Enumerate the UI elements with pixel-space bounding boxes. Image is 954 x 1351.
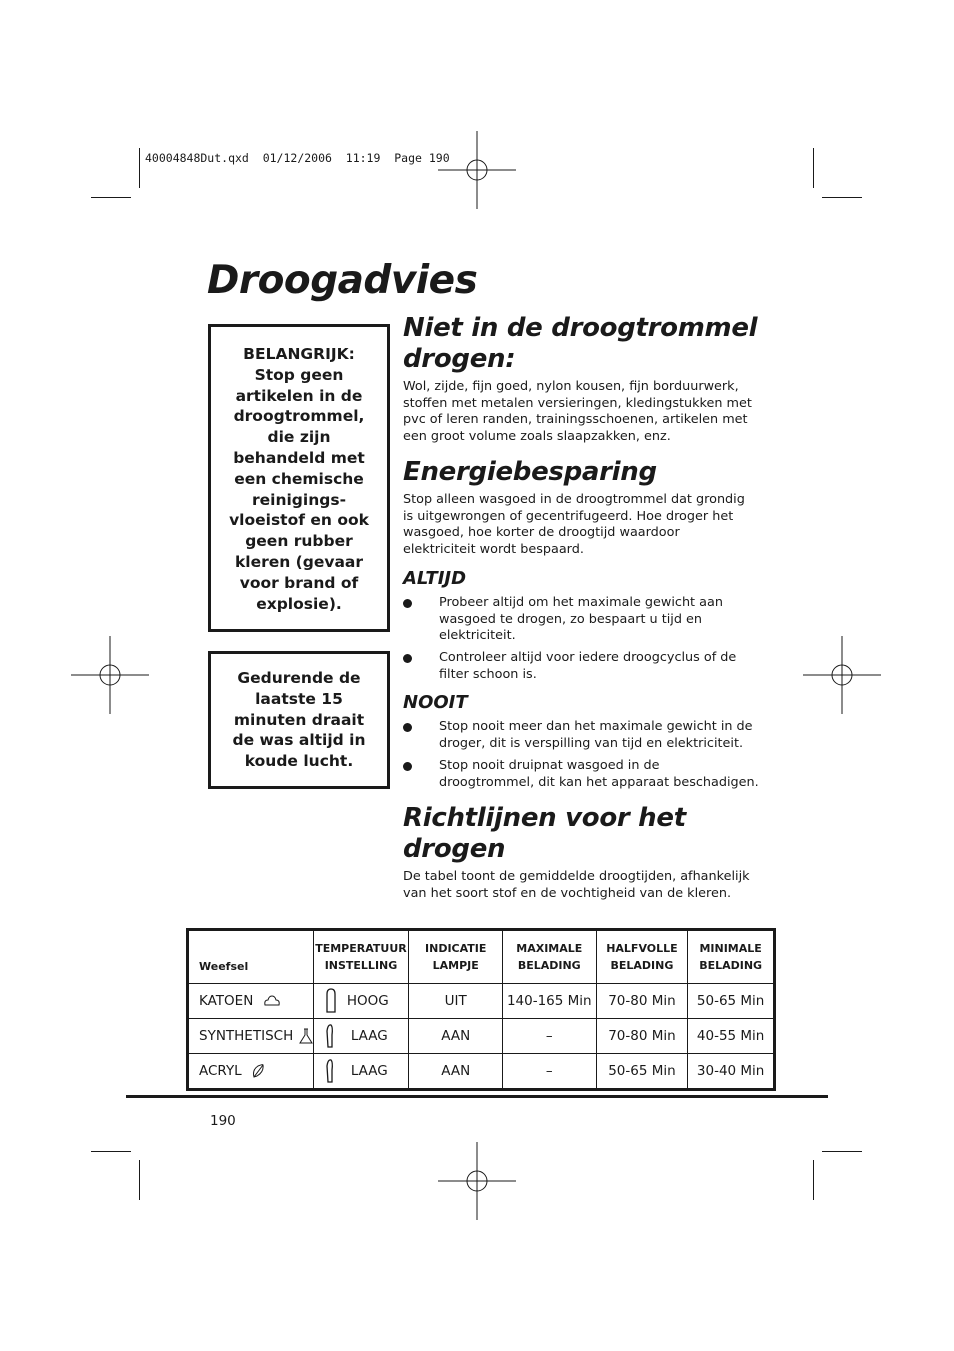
bullet-icon — [403, 723, 412, 732]
column-header-fabric: Weefsel — [188, 930, 314, 984]
heading-never: NOOIT — [403, 692, 468, 713]
heading-not-dry: Niet in de droogtrommel drogen: — [403, 313, 758, 374]
half-load-value: 70-80 Min — [596, 1019, 688, 1054]
warning-line: geen rubber — [245, 532, 353, 551]
indicator-value: AAN — [409, 1019, 503, 1054]
max-load-value: 140-165 Min — [502, 984, 596, 1019]
column-header-indicator: INDICATIE LAMPJE — [409, 930, 503, 984]
energy-text: Stop alleen wasgoed in de droogtrommel dat grondig is uitgewrongen of gecentrifugeerd. Hoe droger het wasgoed, hoe korter de droogtijd waardoor elektriciteit wordt bespaard. — [403, 492, 745, 558]
min-load-value: 30-40 Min — [688, 1054, 775, 1090]
warning-line: explosie). — [256, 594, 342, 613]
column-header-max-load: MAXIMALE BELADING — [502, 930, 596, 984]
fabric-label: ACRYL — [199, 1063, 242, 1079]
temperature-value: LAAG — [350, 1028, 388, 1044]
crop-mark — [813, 1160, 814, 1200]
not-dry-text: Wol, zijde, fijn goed, nylon kousen, fijn borduurwerk, stoffen met metalen versieringen, kledingstukken met pvc of leren randen, trainingsschoenen, artikelen met een groot volume zoals slaapzakken, enz. — [403, 379, 752, 445]
crop-mark — [139, 148, 140, 188]
registration-mark-icon — [438, 131, 516, 209]
cool-down-line: koude lucht. — [244, 752, 354, 771]
fabric-label: SYNTHETISCH — [199, 1028, 294, 1044]
cool-down-line: Gedurende de — [237, 669, 361, 687]
crop-mark — [91, 197, 131, 198]
warning-line: een chemische — [234, 469, 364, 488]
crop-mark — [813, 148, 814, 188]
max-load-value: – — [502, 1019, 596, 1054]
drying-time-table — [186, 928, 776, 1091]
warning-line: BELANGRIJK: — [243, 345, 355, 363]
acrylic-icon — [251, 1063, 265, 1079]
warning-line: Stop geen — [254, 365, 344, 384]
half-load-value: 50-65 Min — [596, 1054, 688, 1090]
bullet-icon — [403, 654, 412, 663]
warning-line: kleren (gevaar — [234, 552, 364, 571]
warning-box — [208, 324, 390, 632]
table-row — [188, 1054, 775, 1090]
guidelines-text: De tabel toont de gemiddelde droogtijden, afhankelijk van het soort stof en de vochtigheid van de kleren. — [403, 869, 750, 901]
warning-line: artikelen in de — [235, 386, 363, 405]
column-header-min-load: MINIMALE BELADING — [688, 930, 775, 984]
min-load-value: 40-55 Min — [688, 1019, 775, 1054]
low-heat-icon — [325, 1023, 335, 1049]
warning-line: reinigings- — [251, 490, 346, 509]
bullet-icon — [403, 762, 412, 771]
table-row — [188, 984, 775, 1019]
cotton-icon — [263, 994, 281, 1008]
footer-divider — [126, 1095, 828, 1098]
table-header-row — [188, 930, 775, 984]
page-title: Droogadvies — [207, 258, 478, 303]
low-heat-icon — [325, 1058, 335, 1084]
cool-down-line: minuten draait — [233, 710, 365, 729]
warning-line: die zijn — [267, 428, 331, 447]
synthetic-icon — [299, 1028, 313, 1044]
temperature-value: HOOG — [346, 993, 389, 1009]
cool-down-line: laatste 15 — [255, 689, 343, 708]
heading-energy: Energiebesparing — [403, 457, 657, 487]
crop-mark — [91, 1151, 131, 1152]
warning-line: droogtrommel, — [233, 407, 365, 426]
page-number: 190 — [210, 1113, 236, 1129]
indicator-value: AAN — [409, 1054, 503, 1090]
crop-mark — [822, 197, 862, 198]
indicator-value: UIT — [409, 984, 503, 1019]
warning-line: voor brand of — [239, 573, 359, 592]
column-header-half-load: HALFVOLLE BELADING — [596, 930, 688, 984]
warning-line: behandeld met — [233, 448, 365, 467]
warning-line: vloeistof en ook — [229, 511, 369, 530]
high-heat-icon — [325, 988, 337, 1014]
heading-always: ALTIJD — [403, 568, 467, 589]
heading-guidelines: Richtlijnen voor het drogen — [403, 803, 686, 864]
crop-mark — [822, 1151, 862, 1152]
registration-mark-icon — [71, 636, 149, 714]
crop-mark — [139, 1160, 140, 1200]
cool-down-line: de was altijd in — [232, 731, 366, 750]
min-load-value: 50-65 Min — [688, 984, 775, 1019]
cool-down-box — [208, 651, 390, 789]
fabric-label: KATOEN — [199, 993, 254, 1009]
temperature-value: LAAG — [350, 1063, 388, 1079]
print-slug: 40004848Dut.qxd 01/12/2006 11:19 Page 190 — [145, 151, 450, 165]
registration-mark-icon — [438, 1142, 516, 1220]
half-load-value: 70-80 Min — [596, 984, 688, 1019]
table-row — [188, 1019, 775, 1054]
max-load-value: – — [502, 1054, 596, 1090]
bullet-icon — [403, 599, 412, 608]
column-header-temperature: TEMPERATUUR INSTELLING — [313, 930, 409, 984]
registration-mark-icon — [803, 636, 881, 714]
